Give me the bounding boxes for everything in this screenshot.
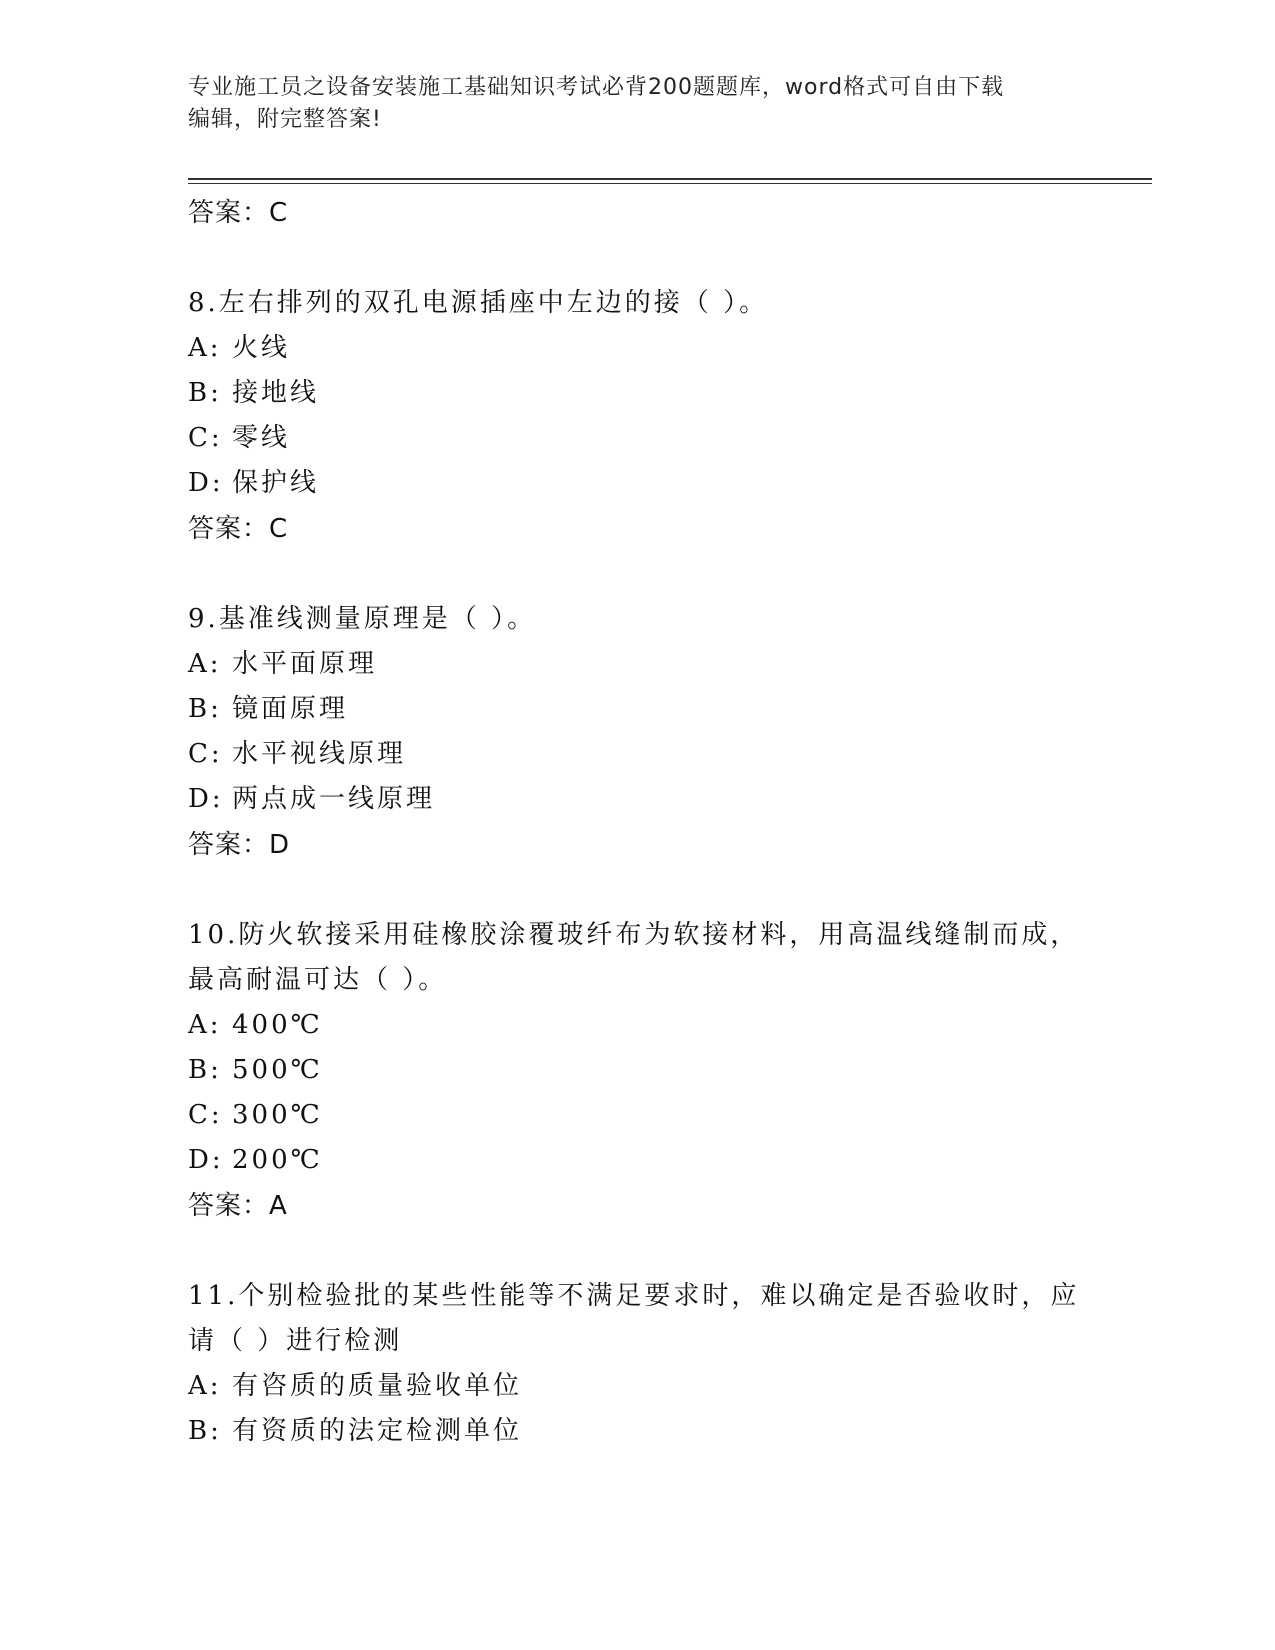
option-d — [188, 461, 1088, 506]
option-text: 水平面原理 — [232, 649, 378, 679]
question-block — [188, 597, 1088, 868]
question-text: 9.基准线测量原理是（ ）。 — [188, 604, 537, 634]
option-b — [188, 1048, 1088, 1093]
previous-answer: 答案：C — [188, 198, 289, 228]
option-letter: A: — [188, 1371, 222, 1401]
option-text: 接地线 — [232, 378, 320, 408]
option-text: 有资质的法定检测单位 — [232, 1416, 523, 1446]
option-letter: B: — [188, 694, 222, 724]
question-block — [188, 913, 1088, 1229]
question-block — [188, 1274, 1088, 1454]
spacer — [188, 1229, 1088, 1274]
document-header — [188, 72, 1068, 136]
answer-line: 答案：C — [188, 514, 289, 544]
question-text: 10.防火软接采用硅橡胶涂覆玻纤布为软接材料，用高温线缝制而成， — [188, 920, 1080, 950]
option-a — [188, 326, 1088, 371]
answer-line: 答案：A — [188, 1191, 288, 1221]
option-text: 零线 — [232, 423, 291, 453]
question-text-continued: 请（ ）进行检测 — [188, 1326, 403, 1356]
option-letter: A: — [188, 1010, 222, 1040]
option-text: 300℃ — [232, 1100, 323, 1130]
option-letter: B: — [188, 378, 222, 408]
option-letter: D: — [188, 468, 224, 498]
option-c — [188, 416, 1088, 461]
option-text: 两点成一线原理 — [232, 784, 436, 814]
answer-line: 答案：D — [188, 830, 291, 860]
option-letter: C: — [188, 739, 223, 769]
option-text: 保护线 — [232, 468, 320, 498]
option-a — [188, 1003, 1088, 1048]
spacer — [188, 236, 1088, 281]
option-a — [188, 1364, 1088, 1409]
option-letter: C: — [188, 1100, 223, 1130]
option-a — [188, 642, 1088, 687]
option-letter: B: — [188, 1055, 222, 1085]
option-d — [188, 777, 1088, 822]
question-text-continued: 最高耐温可达（ ）。 — [188, 965, 448, 995]
option-b — [188, 371, 1088, 416]
option-letter: A: — [188, 333, 222, 363]
spacer — [188, 868, 1088, 913]
header-line-2: 编辑，附完整答案! — [188, 107, 382, 132]
option-text: 水平视线原理 — [232, 739, 407, 769]
header-line-1: 专业施工员之设备安装施工基础知识考试必背200题题库，word格式可自由下载 — [188, 75, 1005, 100]
option-text: 200℃ — [232, 1145, 323, 1175]
option-c — [188, 732, 1088, 777]
option-text: 500℃ — [232, 1055, 323, 1085]
question-text: 8.左右排列的双孔电源插座中左边的接（ ）。 — [188, 288, 769, 318]
question-block — [188, 281, 1088, 552]
option-b — [188, 687, 1088, 732]
option-text: 400℃ — [232, 1010, 323, 1040]
option-c — [188, 1093, 1088, 1138]
option-letter: D: — [188, 784, 224, 814]
spacer — [188, 552, 1088, 597]
header-divider-thin — [188, 183, 1152, 184]
option-letter: D: — [188, 1145, 224, 1175]
option-text: 有咨质的质量验收单位 — [232, 1371, 523, 1401]
option-text: 火线 — [232, 333, 291, 363]
option-letter: A: — [188, 649, 222, 679]
option-d — [188, 1138, 1088, 1183]
option-letter: C: — [188, 423, 223, 453]
question-list — [188, 190, 1088, 1454]
option-letter: B: — [188, 1416, 222, 1446]
option-b — [188, 1409, 1088, 1454]
header-divider-thick — [188, 178, 1152, 180]
option-text: 镜面原理 — [232, 694, 349, 724]
question-text: 11.个别检验批的某些性能等不满足要求时，难以确定是否验收时，应 — [188, 1281, 1080, 1311]
